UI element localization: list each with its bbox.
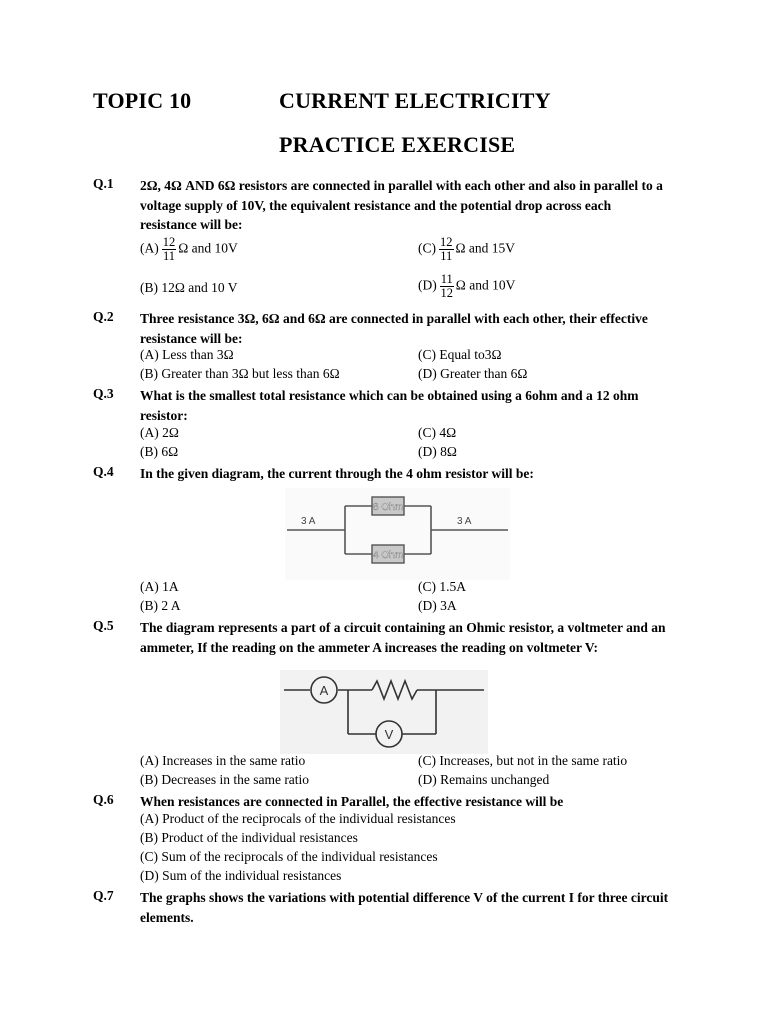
circuit-svg (285, 488, 510, 580)
option-a: (A) Product of the reciprocals of the individual resistances (140, 811, 456, 826)
option-b: (B) 6Ω (140, 444, 179, 459)
fraction-denominator: 11 (162, 249, 176, 263)
topic-number: TOPIC 10 (93, 88, 192, 113)
question-number: Q.7 (93, 888, 114, 903)
option-d: (D) Remains unchanged (418, 772, 550, 787)
question-number: Q.3 (93, 386, 114, 401)
option-d: (D) Sum of the individual resistances (140, 868, 342, 883)
option-c (418, 236, 515, 263)
page-subtitle: PRACTICE EXERCISE (279, 132, 516, 157)
option-rest: Ω and 10V (455, 277, 516, 293)
question-number: Q.2 (93, 309, 114, 324)
option-d (418, 273, 515, 300)
topic-title: CURRENT ELECTRICITY (279, 88, 551, 113)
option-rest: Ω and 10V (178, 240, 238, 256)
option-label: (A) (140, 240, 159, 256)
fraction-numerator: 11 (440, 272, 453, 286)
question-number: Q.6 (93, 792, 114, 807)
resistor-label-top: 8 Ohm (372, 502, 404, 513)
option-c: (C) 1.5A (418, 579, 466, 594)
option-a (140, 236, 238, 263)
option-b: (B) Decreases in the same ratio (140, 772, 310, 787)
circuit-svg (280, 670, 488, 754)
option-d: (D) Greater than 6Ω (418, 366, 528, 381)
option-b: (B) Greater than 3Ω but less than 6Ω (140, 366, 340, 381)
option-b: (B) 12Ω and 10 V (140, 280, 238, 295)
fraction (162, 236, 177, 263)
fraction-denominator: 11 (440, 249, 453, 263)
parallel-circuit-diagram (285, 488, 510, 580)
question-text: The diagram represents a part of a circuit containing an Ohmic resistor, a voltmeter and an ammeter, If the reading on the ammeter A increases the reading on voltmeter V: (140, 620, 666, 655)
option-a: (A) 1A (140, 579, 179, 594)
question-text: What is the smallest total resistance which can be obtained using a 6ohm and a 12 ohm resistor: (140, 388, 639, 423)
question-text: 2Ω, 4Ω AND 6Ω resistors are connected in parallel with each other and also in parallel to a voltage supply of 10V, the equivalent resistance and the potential drop across each resistance will be: (140, 178, 663, 232)
option-b: (B) 2 A (140, 598, 181, 613)
question-text: In the given diagram, the current through the 4 ohm resistor will be: (140, 466, 534, 481)
option-rest: Ω and 15V (455, 240, 516, 256)
question-text: The graphs shows the variations with potential difference V of the current I for three circuit elements. (140, 890, 669, 925)
question-text: Three resistance 3Ω, 6Ω and 6Ω are connected in parallel with each other, their effective resistance will be: (140, 311, 648, 346)
voltmeter-label: V (384, 727, 394, 742)
fraction-numerator: 12 (162, 235, 176, 249)
fraction-numerator: 12 (440, 235, 453, 249)
ammeter-label: A (319, 683, 329, 698)
option-c: (C) Equal to3Ω (418, 347, 502, 362)
option-d: (D) 3A (418, 598, 457, 613)
option-a: (A) Less than 3Ω (140, 347, 234, 362)
current-label-right: 3 A (457, 516, 472, 527)
resistor-label-bottom: 4 Ohm (372, 550, 404, 561)
option-c: (C) Increases, but not in the same ratio (418, 753, 628, 768)
option-c: (C) Sum of the reciprocals of the individual resistances (140, 849, 438, 864)
question-number: Q.1 (93, 176, 114, 191)
question-number: Q.4 (93, 464, 114, 479)
question-number: Q.5 (93, 618, 114, 633)
option-c: (C) 4Ω (418, 425, 457, 440)
question-text: When resistances are connected in Parallel, the effective resistance will be (140, 794, 564, 809)
ammeter-voltmeter-diagram (280, 670, 488, 754)
option-a: (A) Increases in the same ratio (140, 753, 306, 768)
option-label: (C) (418, 240, 436, 256)
current-label-left: 3 A (301, 516, 316, 527)
fraction (439, 236, 454, 263)
fraction-denominator: 12 (440, 286, 454, 300)
option-a: (A) 2Ω (140, 425, 179, 440)
option-b: (B) Product of the individual resistances (140, 830, 358, 845)
option-label: (D) (418, 277, 437, 293)
option-d: (D) 8Ω (418, 444, 457, 459)
fraction (440, 273, 454, 300)
